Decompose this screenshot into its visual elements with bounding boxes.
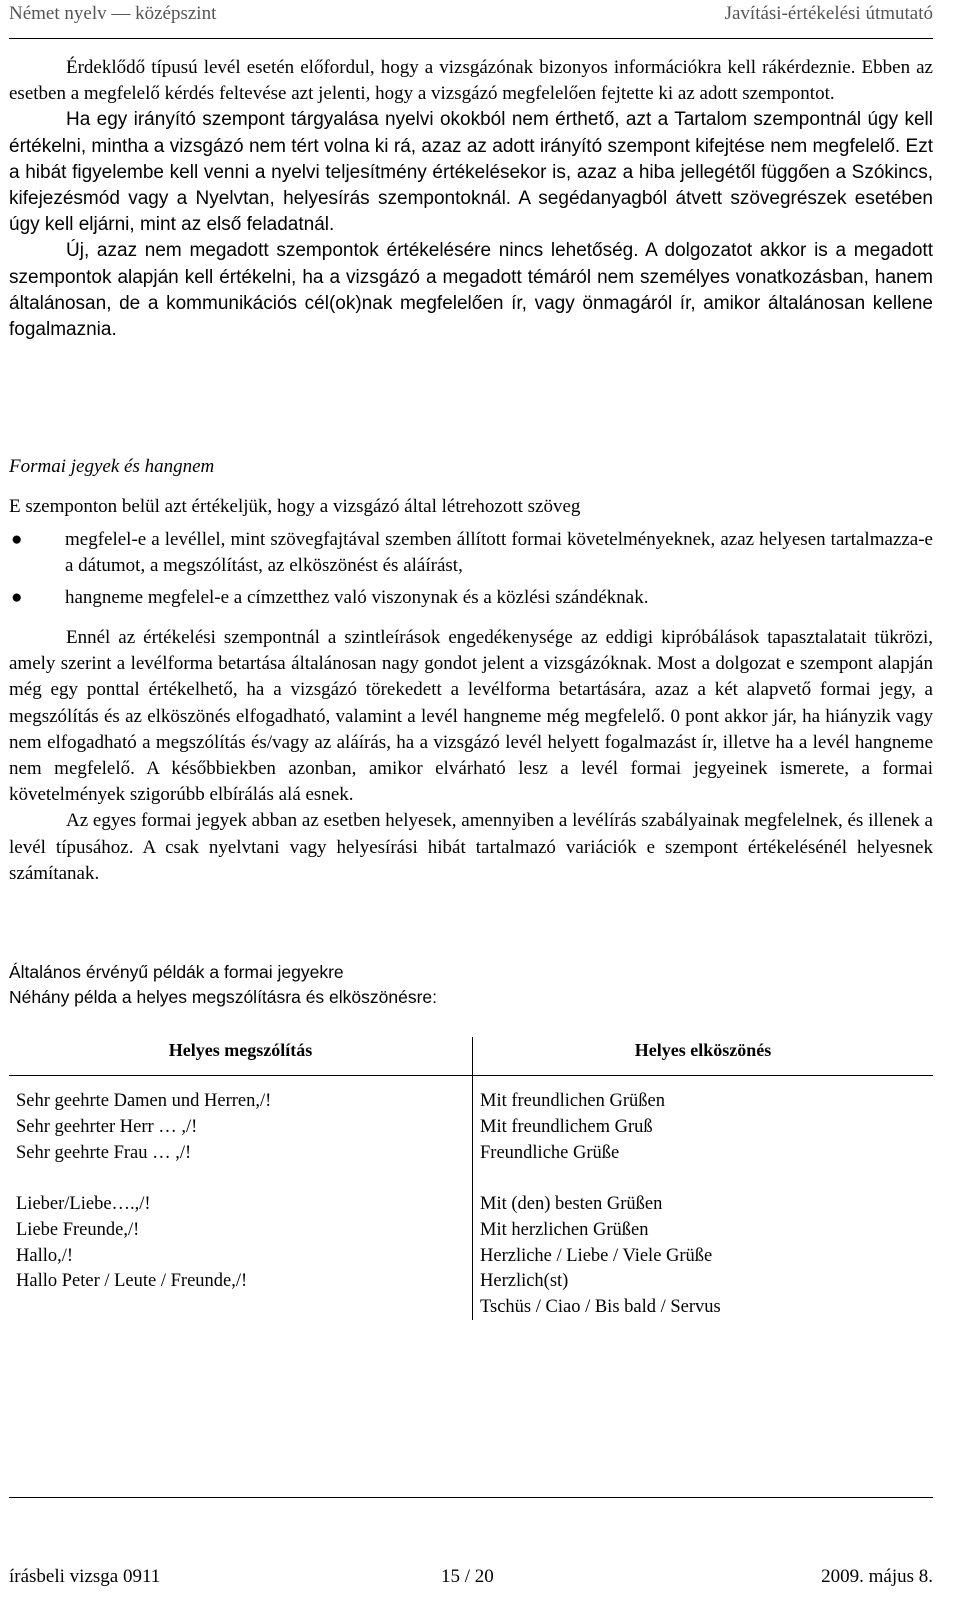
table-cell: Mit freundlichem Gruß — [480, 1116, 653, 1137]
closing-group-informal — [480, 1192, 721, 1321]
table-cell: Tschüs / Ciao / Bis bald / Servus — [480, 1297, 721, 1318]
table-cell: Liebe Freunde,/! — [16, 1219, 140, 1240]
greeting-group-informal — [16, 1192, 247, 1295]
footer-date: 2009. május 8. — [821, 1566, 933, 1587]
section-intro: E szemponton belül azt értékeljük, hogy a vizsgázó által létrehozott szöveg — [9, 496, 581, 517]
closing-group-formal — [480, 1089, 665, 1166]
list-item-text: megfelel-e a levéllel, mint szövegfajtával szemben állított formai követelményeknek, azaz helyesen tartalmazza-e a dátumot, a megszólítást, az elköszönést és aláírást, — [65, 529, 933, 577]
table-cell: Lieber/Liebe….,/! — [16, 1194, 151, 1214]
table-cell: Sehr geehrte Frau … ,/! — [16, 1142, 192, 1163]
greeting-group-formal — [16, 1089, 271, 1166]
header-subject: Német nyelv — középszint — [9, 3, 217, 24]
column-divider — [472, 1037, 473, 1320]
bullet-icon: ● — [11, 529, 23, 550]
paragraph-inquiry-letter: Érdeklődő típusú levél esetén előfordul, hogy a vizsgázónak bizonyos információkra kell rákérdeznie. Ebben az esetben a megfelelő kérdés feltevése azt jelenti, hogy a vizsgázó megfelelően fejtette ki az adott szempontot. — [9, 57, 933, 105]
paragraph-correct-features: Az egyes formai jegyek abban az esetben helyesek, amennyiben a levélírás szabályainak megfelelnek, és illenek a levél típusához. A csak nyelvtani vagy helyesírási hibát tartalmazó variációk e szempont értékelésénél helyesnek számítanak. — [9, 810, 933, 884]
examples-table — [9, 1037, 933, 1320]
column-header-greeting: Helyes megszólítás — [168, 1040, 313, 1060]
list-item-text: hangneme megfelel-e a címzetthez való viszonynak és a közlési szándéknak. — [65, 587, 649, 609]
footer-exam-code: írásbeli vizsga 0911 — [9, 1566, 161, 1587]
body-text — [9, 55, 933, 343]
header-rule — [9, 1075, 933, 1076]
examples-subtitle: Néhány példa a helyes megszólításra és elköszönésre: — [9, 987, 438, 1007]
table-cell: Mit freundlichen Grüßen — [480, 1091, 665, 1111]
examples-heading — [9, 960, 437, 1010]
page-number: 15 / 20 — [441, 1566, 494, 1587]
table-cell: Freundliche Grüße — [480, 1142, 620, 1163]
list-item — [9, 527, 933, 579]
examples-title: Általános érvényű példák a formai jegyekre — [9, 962, 344, 982]
header-guide-title: Javítási-értékelési útmutató — [724, 3, 933, 24]
table-cell: Mit herzlichen Grüßen — [480, 1219, 649, 1240]
bullet-icon: ● — [11, 587, 23, 609]
table-cell: Herzlich(st) — [480, 1271, 569, 1292]
footer-rule — [9, 1497, 933, 1498]
paragraph-language-reasons: Ha egy irányító szempont tárgyalása nyelvi okokból nem érthető, azt a Tartalom szempontnál úgy kell értékelni, mintha a vizsgázó nem tért volna ki rá, azaz az adott irányító szempont kifejtése nem megfelelő. Ezt a hibát figyelembe kell venni a nyelvi teljesítmény értékelésekor is, azaz a hiba jellegétől függően a Szókincs, kifejezésmód vagy a Nyelvtan, helyesírás szempontoknál. A segédanyagból átvett szövegrészek esetében úgy kell eljárni, mint az első feladatnál. — [9, 109, 933, 236]
section-title: Formai jegyek és hangnem — [9, 456, 215, 477]
paragraph-leniency: Ennél az értékelési szempontnál a szintleírások engedékenysége az eddigi kipróbálások tapasztalatait tükrözi, amely szerint a levélforma betartása általánosan nagy gondot jelent a vizsgázóknak. Most a dolgozat e szempont alapján még egy ponttal értékelhető, ha a vizsgázó törekedett a levélforma betartására, azaz a két alapvető formai jegy, a megszólítás és az elköszönés elfogadható, valamint a levél hangneme még megfelelő. 0 pont akkor jár, ha hiányzik vagy nem elfogadható a megszólítás és/vagy az aláírás, ha a vizsgázó levél helyett fogalmazást ír, illetve ha a levél hangneme nem megfelelő. A későbbiekben azonban, amikor elvárható lesz a levél formai jegyeinek ismerete, a formai követelmények szigorúbb elbírálás alá esnek. — [9, 627, 933, 806]
criteria-list — [9, 527, 933, 618]
table-cell: Mit (den) besten Grüßen — [480, 1194, 663, 1214]
table-cell: Sehr geehrter Herr … ,/! — [16, 1116, 198, 1137]
column-header-closing: Helyes elköszönés — [634, 1040, 772, 1060]
table-cell: Sehr geehrte Damen und Herren,/! — [16, 1091, 272, 1111]
table-cell: Hallo Peter / Leute / Freunde,/! — [16, 1271, 248, 1292]
page-header — [9, 0, 933, 39]
table-cell: Herzliche / Liebe / Viele Grüße — [480, 1245, 713, 1266]
section-body — [9, 625, 933, 887]
list-item — [9, 585, 933, 611]
table-cell: Hallo,/! — [16, 1245, 74, 1266]
paragraph-new-aspects: Új, azaz nem megadott szempontok értékelésére nincs lehetőség. A dolgozatot akkor is a megadott szempontok alapján kell értékelni, ha a vizsgázó a megadott témáról nem személyes vonatkozásban, hanem általánosan, de a kommunikációs cél(ok)nak megfelelően ír, vagy önmagáról ír, amikor általánosan kellene fogalmaznia. — [9, 240, 933, 341]
